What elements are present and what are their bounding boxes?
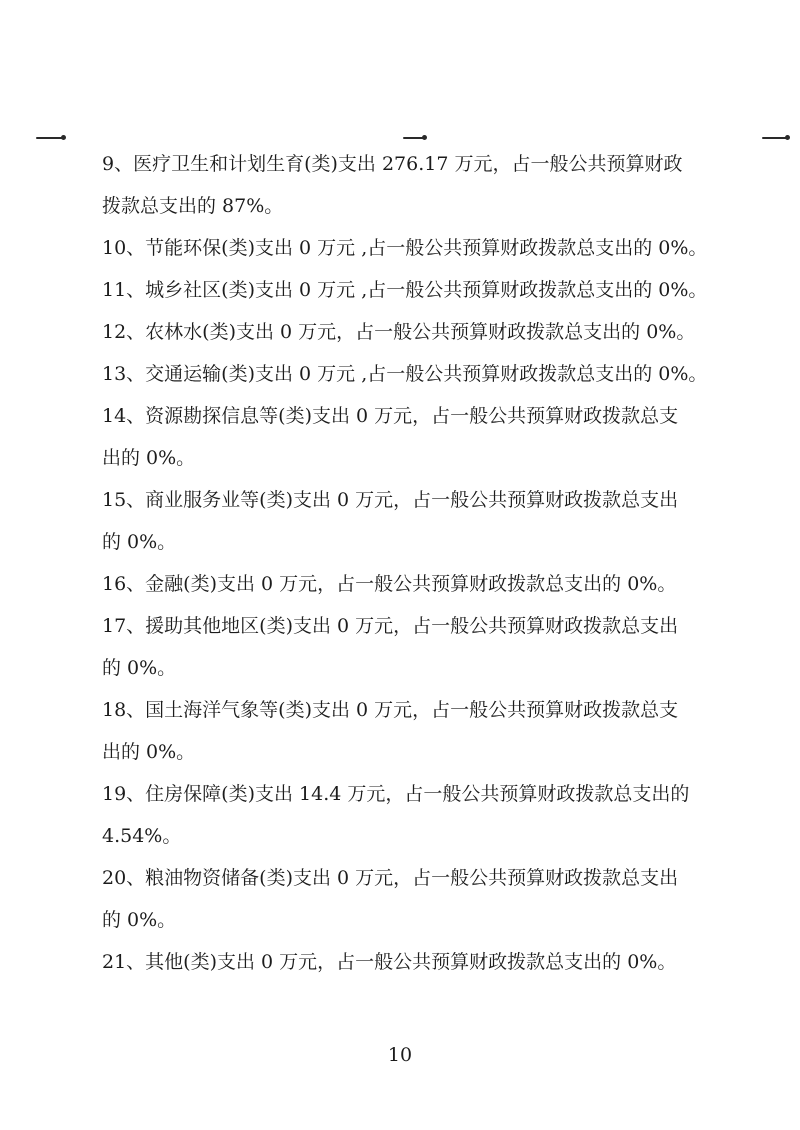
expenditure-item-11 bbox=[102, 269, 710, 311]
item-line: 的 0%。 bbox=[102, 909, 177, 931]
item-line: 19、住房保障(类)支出 14.4 万元，占一般公共预算财政拨款总支出的 bbox=[102, 783, 690, 805]
item-line: 的 0%。 bbox=[102, 531, 177, 553]
expenditure-item-9 bbox=[102, 143, 710, 227]
item-line: 20、粮油物资储备(类)支出 0 万元，占一般公共预算财政拨款总支出 bbox=[102, 867, 679, 889]
item-line: 17、援助其他地区(类)支出 0 万元，占一般公共预算财政拨款总支出 bbox=[102, 615, 679, 637]
expenditure-item-18 bbox=[102, 689, 710, 773]
item-line: 4.54%。 bbox=[102, 825, 182, 847]
expenditure-item-16 bbox=[102, 563, 710, 605]
item-line: 出的 0%。 bbox=[102, 741, 196, 763]
expenditure-item-21 bbox=[102, 941, 710, 983]
expenditure-item-14 bbox=[102, 395, 710, 479]
scan-mark-center bbox=[403, 137, 425, 139]
expenditure-item-15 bbox=[102, 479, 710, 563]
scan-mark-right bbox=[762, 137, 788, 139]
document-body bbox=[102, 143, 710, 983]
expenditure-item-19 bbox=[102, 773, 710, 857]
expenditure-item-13 bbox=[102, 353, 710, 395]
item-line: 拨款总支出的 87%。 bbox=[102, 195, 284, 217]
expenditure-item-20 bbox=[102, 857, 710, 941]
item-line: 的 0%。 bbox=[102, 657, 177, 679]
expenditure-item-17 bbox=[102, 605, 710, 689]
item-line: 出的 0%。 bbox=[102, 447, 196, 469]
item-line: 14、资源勘探信息等(类)支出 0 万元，占一般公共预算财政拨款总支 bbox=[102, 405, 679, 427]
expenditure-item-10 bbox=[102, 227, 710, 269]
item-line: 21、其他(类)支出 0 万元，占一般公共预算财政拨款总支出的 0%。 bbox=[102, 951, 677, 973]
item-line: 10、节能环保(类)支出 0 万元 ,占一般公共预算财政拨款总支出的 0%。 bbox=[102, 237, 708, 259]
page-number: 10 bbox=[387, 1044, 413, 1066]
item-line: 15、商业服务业等(类)支出 0 万元，占一般公共预算财政拨款总支出 bbox=[102, 489, 679, 511]
scan-mark-left bbox=[36, 137, 64, 139]
item-line: 11、城乡社区(类)支出 0 万元 ,占一般公共预算财政拨款总支出的 0%。 bbox=[102, 279, 708, 301]
item-line: 16、金融(类)支出 0 万元，占一般公共预算财政拨款总支出的 0%。 bbox=[102, 573, 677, 595]
item-line: 9、医疗卫生和计划生育(类)支出 276.17 万元，占一般公共预算财政 bbox=[102, 153, 683, 175]
item-line: 13、交通运输(类)支出 0 万元 ,占一般公共预算财政拨款总支出的 0%。 bbox=[102, 363, 708, 385]
item-line: 12、农林水(类)支出 0 万元，占一般公共预算财政拨款总支出的 0%。 bbox=[102, 321, 696, 343]
expenditure-item-12 bbox=[102, 311, 710, 353]
item-line: 18、国土海洋气象等(类)支出 0 万元，占一般公共预算财政拨款总支 bbox=[102, 699, 679, 721]
